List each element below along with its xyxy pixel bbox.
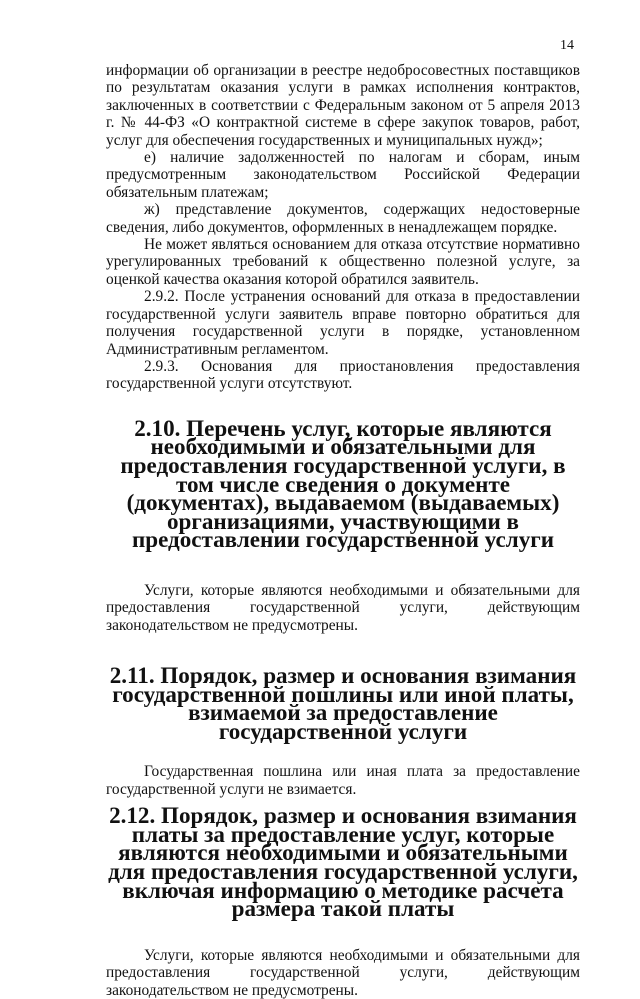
paragraph-2-9-2: 2.9.2. После устранения оснований для отказа в предоставлении государственной услуги заявитель вправе повторно обратиться для получения государственной услуги в порядке, установленном Административным регламентом. bbox=[106, 288, 580, 358]
paragraph-continuation: информации об организации в реестре недобросовестных поставщиков по результатам оказания услуги в рамках исполнения контрактов, заключенных в соответствии с Федеральным законом от 5 апреля 2013 г. № 44-ФЗ «О контрактной системе в сфере закупок товаров, работ, услуг для обеспечения государственных и муниципальных нужд»; bbox=[106, 62, 580, 149]
paragraph-item-e: е) наличие задолженностей по налогам и сборам, иным предусмотренным законодательством Российской Федерации обязательным платежам; bbox=[106, 149, 580, 201]
page-number: 14 bbox=[560, 38, 574, 53]
section-heading-2-10: 2.10. Перечень услуг, которые являются необходимыми и обязательными для предоставления государственной услуги, в том числе сведения о документе (документах), выдаваемом (выдаваемых) организациями, участвующими в предоставлении государственной услуги bbox=[120, 414, 566, 553]
section-text-2-12: Услуги, которые являются необходимыми и обязательными для предоставления государственной услуги, действующим законодательством не предусмотрены. bbox=[106, 946, 580, 999]
paragraph-no-refusal: Не может являться основанием для отказа отсутствие нормативно урегулированных требований к общественно полезной услуге, за оценкой качества оказания которой обратился заявитель. bbox=[106, 236, 580, 288]
section-text-2-10: Услуги, которые являются необходимыми и обязательными для предоставления государственной услуги, действующим законодательством не предусмотрены. bbox=[106, 581, 580, 634]
section-text-2-11: Государственная пошлина или иная плата за предоставление государственной услуги не взимается. bbox=[106, 763, 580, 798]
section-heading-2-12: 2.12. Порядок, размер и основания взимания платы за предоставление услуг, которые являются необходимыми и обязательными для предоставления государственной услуги, включая информацию о методике расчета размера такой платы bbox=[108, 802, 578, 922]
section-heading-2-11: 2.11. Порядок, размер и основания взимания государственной пошлины или иной платы, взимаемой за предоставление государственной услуги bbox=[109, 662, 577, 744]
paragraph-2-9-3: 2.9.3. Основания для приостановления предоставления государственной услуги отсутствуют. bbox=[106, 357, 580, 393]
document-body bbox=[106, 62, 580, 999]
paragraph-item-zh: ж) представление документов, содержащих недостоверные сведения, либо документов, оформленных в ненадлежащем порядке. bbox=[106, 201, 580, 236]
